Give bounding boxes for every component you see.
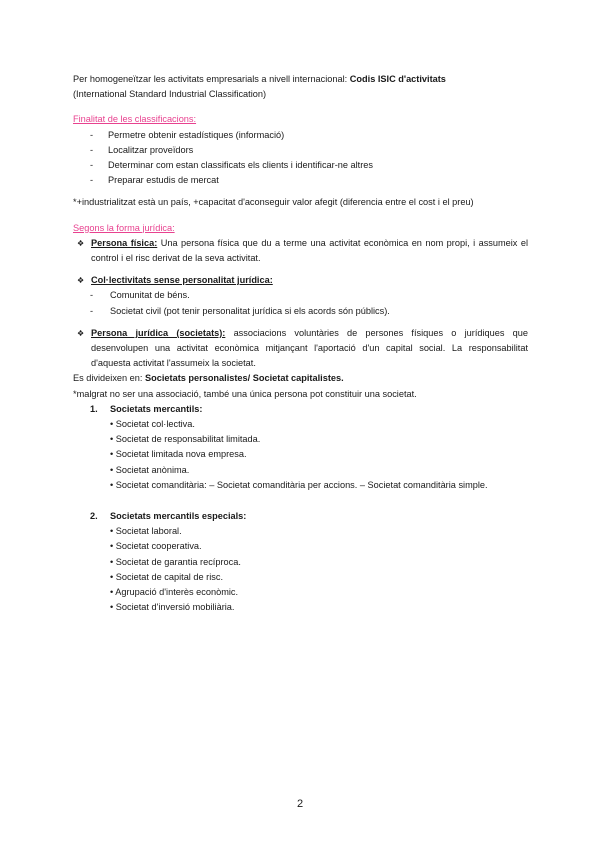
list-item	[73, 273, 528, 288]
divideixen-line	[73, 371, 528, 386]
list-item	[73, 158, 528, 173]
list-item	[90, 304, 528, 319]
list-item	[73, 173, 528, 188]
persona-fisica-text: Una persona física que du a terme una activitat econòmica en nom propi, i assumeix el control i el risc derivat de la seva activitat.	[91, 237, 528, 264]
forma-heading: Segons la forma jurídica:	[73, 222, 175, 233]
persona-fisica-label: Persona física:	[91, 237, 158, 248]
list-item: • Societat de capital de risc.	[110, 571, 224, 582]
dash-marker: -	[90, 144, 94, 155]
collectivitats-item: Societat civil (pot tenir personalitat jurídica si els acords són públics).	[110, 305, 390, 316]
intro-bold: Codis ISIC d'activitats	[349, 74, 446, 84]
list-item: • Societat cooperativa.	[110, 541, 202, 552]
collectivitats-label: Col·lectivitats sense personalitat jurídica:	[91, 275, 273, 286]
dash-marker: -	[90, 175, 94, 186]
numbered-heading	[90, 509, 528, 524]
dash-marker: -	[90, 305, 94, 316]
diamond-bullet-icon: ❖	[77, 328, 85, 338]
list-item: • Societat limitada nova empresa.	[110, 449, 247, 460]
intro-text: Per homogeneïtzar les activitats empresarials a nivell internacional:	[73, 74, 350, 84]
diamond-bullet-icon: ❖	[77, 276, 85, 286]
list-item: • Societat col·lectiva.	[110, 419, 195, 430]
persona-juridica-label: Persona jurídica (societats):	[91, 327, 226, 338]
diamond-bullet-icon: ❖	[77, 238, 85, 248]
list-item: • Societat anònima.	[110, 464, 190, 475]
dash-marker: -	[90, 160, 94, 171]
list-item: • Societat laboral.	[110, 526, 182, 537]
list-item	[73, 236, 528, 266]
list-item: • Societat de garantia recíproca.	[110, 556, 241, 567]
finalitat-item: Permetre obtenir estadístiques (informació)	[108, 129, 285, 140]
list-item	[90, 288, 528, 303]
list-item	[73, 128, 528, 143]
number-marker: 1.	[90, 403, 98, 414]
mercantils-title: Societats mercantils:	[110, 403, 203, 414]
numbered-heading	[90, 402, 528, 417]
intro-paragraph	[73, 72, 528, 87]
divideixen-bold: Societats personalistes/ Societat capitalistes.	[145, 373, 344, 384]
list-item: • Societat de responsabilitat limitada.	[110, 434, 261, 445]
dash-marker: -	[90, 290, 94, 301]
finalitat-item: Localitzar proveïdors	[108, 144, 194, 155]
list-item	[73, 143, 528, 158]
finalitat-item: Preparar estudis de mercat	[108, 175, 219, 186]
list-item	[73, 326, 528, 372]
page-content	[73, 72, 528, 616]
dash-marker: -	[90, 129, 94, 140]
list-item: • Agrupació d'interès econòmic.	[110, 587, 239, 598]
finalitat-item: Determinar com estan classificats els clients i identificar-ne altres	[108, 160, 374, 171]
intro-line2: (International Standard Industrial Classification)	[73, 89, 267, 100]
list-item: • Societat d'inversió mobiliària.	[110, 602, 235, 613]
divideixen-prefix: Es divideixen en:	[73, 373, 146, 384]
list-item: • Societat comanditària: – Societat comanditària per accions. – Societat comanditària simple.	[110, 479, 488, 490]
collectivitats-item: Comunitat de béns.	[110, 290, 190, 301]
finalitat-heading: Finalitat de les classificacions:	[73, 114, 197, 125]
persona-juridica-text: associacions voluntàries de persones físiques o jurídiques que desenvolupen una activitat econòmica mitjançant l'aportació d'un capital social. La responsabilitat d'aquesta activitat l'assumeix la societat.	[91, 327, 528, 369]
especials-title: Societats mercantils especials:	[110, 511, 247, 522]
number-marker: 2.	[90, 511, 98, 522]
page-number: 2	[296, 798, 304, 810]
note-societat: *malgrat no ser una associació, també una única persona pot constituir una societat.	[73, 388, 417, 399]
note-industrialitzat: *+industrialitzat està un país, +capacitat d'aconseguir valor afegit (diferencia entre el cost i el preu)	[73, 197, 474, 208]
